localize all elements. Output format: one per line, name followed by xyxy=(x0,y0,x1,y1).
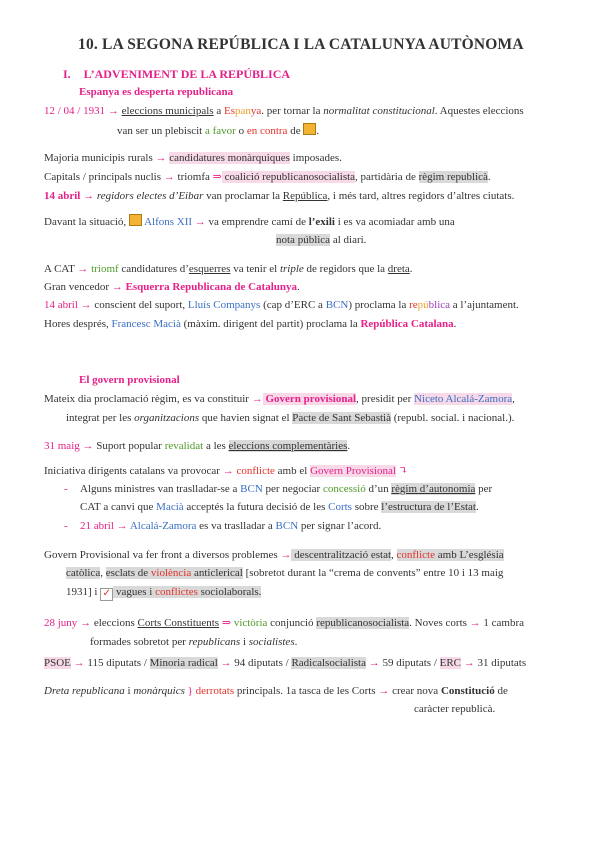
text: de regidors que la xyxy=(303,263,388,275)
line-vagues xyxy=(66,585,261,601)
text: . Aquestes eleccions xyxy=(434,105,524,117)
term: candidatures monàrquiques xyxy=(169,152,290,164)
section-title: L’ADVENIMENT DE LA REPÚBLICA xyxy=(83,67,291,81)
text: imposades. xyxy=(289,152,342,164)
implies: ⇒ xyxy=(219,617,234,629)
text: per xyxy=(475,483,493,495)
term: victòria xyxy=(233,617,268,629)
bullet-21-abril xyxy=(80,519,381,533)
arrow: → xyxy=(365,657,383,669)
line-municipal-elections xyxy=(44,104,524,118)
bullet-dash: - xyxy=(64,483,68,495)
text: Govern Provisional va fer front a diversos problemes xyxy=(44,549,281,561)
arrow: → xyxy=(77,617,94,629)
term: revalidat xyxy=(164,440,204,452)
text: que havien signat el xyxy=(199,412,293,424)
text: , i més tard, altres regidors d’altres ciutats. xyxy=(327,190,515,202)
term: anticlerical xyxy=(191,567,243,579)
implies: ⇒ xyxy=(212,171,222,183)
bullet-dash: - xyxy=(64,520,68,532)
text: a les xyxy=(203,440,229,452)
date: 12 / 04 / 1931 xyxy=(44,105,106,117)
term: l’exili xyxy=(308,216,335,228)
line-nota xyxy=(276,233,366,247)
arrow: → xyxy=(163,171,175,183)
text: a favor xyxy=(204,125,236,137)
bullet-ministres-cont xyxy=(80,500,479,514)
place: BCN xyxy=(240,483,263,495)
seats: 31 diputats xyxy=(477,657,527,669)
seats: 94 diputats xyxy=(234,657,283,669)
separator: / xyxy=(282,657,292,669)
line-diputats xyxy=(44,656,526,670)
text: . xyxy=(294,636,298,648)
text: Capitals / principals nuclis xyxy=(44,171,164,183)
brace: } xyxy=(184,685,196,697)
arrow: → xyxy=(461,657,478,669)
text: per signar l’acord. xyxy=(298,520,382,532)
arrow: → xyxy=(107,105,119,117)
text: de xyxy=(494,685,508,697)
text: re xyxy=(409,299,418,311)
text: de xyxy=(287,125,304,137)
arrow: → xyxy=(77,299,95,311)
term: republicanosocialista xyxy=(316,617,410,629)
term: Esquerra Republicana de Catalunya xyxy=(122,281,298,293)
text: . xyxy=(409,263,413,275)
text: van proclamar la xyxy=(203,190,283,202)
text: a l’ajuntament. xyxy=(450,299,519,311)
term: Dreta republicana xyxy=(44,685,125,697)
date: 21 abril xyxy=(80,520,114,532)
text: formades sobretot per xyxy=(90,636,189,648)
text: . per tornar la xyxy=(261,105,324,117)
term: triomf xyxy=(88,263,119,275)
text: a xyxy=(213,105,224,117)
text: [sobretot durant la “crema de convents” entre 10 i 13 maig xyxy=(242,567,504,579)
text: Iniciativa dirigents catalans va provocar xyxy=(44,465,223,477)
text: i xyxy=(240,636,249,648)
checkbox-icon: ✓ xyxy=(100,588,113,601)
line-formades xyxy=(90,635,297,649)
arrow: → xyxy=(222,465,234,477)
seats: 59 diputats xyxy=(382,657,432,669)
line-eibar xyxy=(44,189,514,203)
term: violència xyxy=(150,567,192,579)
text: i xyxy=(124,685,134,697)
term: catòlica xyxy=(66,567,101,579)
term: Govern Provisional xyxy=(310,465,396,477)
text: . xyxy=(475,501,479,513)
term: regidors electes d’Eibar xyxy=(96,190,204,202)
term: Constitució xyxy=(440,685,495,697)
text: , xyxy=(391,549,397,561)
text: A CAT xyxy=(44,263,78,275)
text: pú xyxy=(417,299,429,311)
text: Suport popular xyxy=(96,440,165,452)
term: vagues i xyxy=(113,586,156,598)
person: Francesc Macià xyxy=(111,318,181,330)
term: derrotats xyxy=(195,685,235,697)
text: . xyxy=(297,281,300,293)
line-iniciativa xyxy=(44,464,408,478)
crown-icon xyxy=(129,214,142,226)
term: eleccions complementàries xyxy=(228,440,348,452)
text: , partidària de xyxy=(355,171,419,183)
arrow: → xyxy=(113,520,130,532)
text: ya xyxy=(250,105,262,117)
text: Gran vencedor xyxy=(44,281,112,293)
section-number: I. xyxy=(63,67,71,81)
text: , xyxy=(100,567,106,579)
text: . xyxy=(347,440,351,452)
text: conscient del suport, xyxy=(94,299,188,311)
arrow: → xyxy=(251,393,263,405)
term: Corts xyxy=(328,501,352,513)
text: Mateix dia proclamació règim, es va constituir xyxy=(44,393,252,405)
arrow: → xyxy=(80,190,97,202)
text: Hores després, xyxy=(44,318,112,330)
person: Alcalá-Zamora xyxy=(129,520,197,532)
arrow: → xyxy=(217,657,235,669)
arrow: → xyxy=(192,216,209,228)
text: Alguns ministres van traslladar-se a xyxy=(80,483,241,495)
line-integrat xyxy=(66,411,514,425)
text: Es xyxy=(223,105,235,117)
line-dreta xyxy=(44,684,556,698)
text: Majoria municipis rurals xyxy=(44,152,156,164)
term: republicans xyxy=(188,636,241,648)
date: 14 abril xyxy=(44,299,78,311)
place: BCN xyxy=(325,299,349,311)
text: va tenir el xyxy=(230,263,280,275)
crown-icon xyxy=(303,123,316,135)
line-vencedor xyxy=(44,280,300,294)
arrow: → xyxy=(280,549,292,561)
term: sociolaborals. xyxy=(197,586,262,598)
text: . xyxy=(316,125,320,137)
term: Corts Constituents xyxy=(137,617,220,629)
person: Macià xyxy=(156,501,184,513)
text: en contra xyxy=(246,125,288,137)
section-heading xyxy=(63,67,290,82)
arrow: → xyxy=(155,152,167,164)
arrow: ↴ xyxy=(395,465,408,477)
text: conjunció xyxy=(267,617,317,629)
text: es va traslladar a xyxy=(196,520,276,532)
text: Davant la situació, xyxy=(44,216,129,228)
text: CAT a canvi que xyxy=(80,501,157,513)
line-caracter: caràcter republicà. xyxy=(414,703,496,715)
text: 1931] i xyxy=(66,586,101,598)
term: amb L’església xyxy=(435,549,504,561)
term: normalitat constitucional xyxy=(323,105,435,117)
term: nota pública xyxy=(276,234,331,246)
term: República Catalana xyxy=(360,318,454,330)
date: 14 abril xyxy=(44,190,81,202)
person: Niceto Alcalá-Zamora xyxy=(414,393,513,405)
text: acceptés la futura decisió de les xyxy=(183,501,329,513)
text: . xyxy=(487,171,491,183)
line-plebiscit xyxy=(117,123,319,138)
term: dreta xyxy=(387,263,410,275)
term: règim republicà xyxy=(418,171,488,183)
subheading-espanya: Espanya es desperta republicana xyxy=(79,86,234,98)
line-govern-provisional xyxy=(44,392,515,406)
text: sobre xyxy=(351,501,382,513)
text: al diari. xyxy=(330,234,367,246)
separator: / xyxy=(141,657,150,669)
term: monàrquics xyxy=(133,685,185,697)
term: socialistes xyxy=(248,636,295,648)
arrow: → xyxy=(111,281,123,293)
line-problemes xyxy=(44,548,556,562)
term: l’estructura de l’Estat xyxy=(381,501,476,513)
term: règim d’autonomia xyxy=(391,483,476,495)
text: integrat per les xyxy=(66,412,135,424)
person: Alfons XII xyxy=(141,216,193,228)
date: 31 maig xyxy=(44,440,80,452)
arrow: → xyxy=(77,263,89,275)
text: i es va acomiadar amb una xyxy=(334,216,455,228)
arrow: → xyxy=(70,657,88,669)
text: , xyxy=(512,393,515,405)
person: Lluís Companys xyxy=(187,299,261,311)
separator: / xyxy=(431,657,440,669)
line-capitals xyxy=(44,170,491,184)
text: (màxim. dirigent del partit) proclama la xyxy=(180,318,361,330)
place: BCN xyxy=(275,520,299,532)
text: amb el xyxy=(274,465,311,477)
term: Govern provisional xyxy=(262,393,357,405)
arrow: → xyxy=(79,440,97,452)
text: principals. 1a tasca de les Corts xyxy=(234,685,379,697)
text: . Noves corts xyxy=(409,617,470,629)
text: d’un xyxy=(365,483,392,495)
line-rural xyxy=(44,151,342,165)
text: , presidit per xyxy=(356,393,415,405)
line-31-maig xyxy=(44,439,350,453)
text: (republ. social. i nacional.). xyxy=(390,412,515,424)
text: van ser un plebiscit xyxy=(117,125,205,137)
term: esquerres xyxy=(188,263,231,275)
term: República xyxy=(282,190,328,202)
text: crear nova xyxy=(389,685,441,697)
term: concessió xyxy=(322,483,366,495)
party: PSOE xyxy=(44,657,71,669)
party: ERC xyxy=(439,657,462,669)
term: eleccions municipals xyxy=(121,105,214,117)
text: per negociar xyxy=(262,483,323,495)
subheading-govern: El govern provisional xyxy=(79,374,180,386)
party: Minoria radical xyxy=(149,657,218,669)
text: ) proclama la xyxy=(348,299,410,311)
term: esclats de xyxy=(105,567,151,579)
page-title: 10. LA SEGONA REPÚBLICA I LA CATALUNYA AUTÒNOMA xyxy=(78,36,524,53)
seats: 115 diputats xyxy=(87,657,142,669)
term: descentralització estat xyxy=(291,549,392,561)
text: . xyxy=(453,318,457,330)
line-catolica xyxy=(66,566,503,580)
text: blica xyxy=(428,299,451,311)
line-28-juny xyxy=(44,616,524,630)
text: triomfa xyxy=(174,171,213,183)
line-cat xyxy=(44,262,413,276)
line-companys xyxy=(44,298,519,312)
party: Radicalsocialista xyxy=(291,657,366,669)
date: 28 juny xyxy=(44,617,78,629)
arrow: → xyxy=(378,685,390,697)
text: candidatures d’ xyxy=(118,263,189,275)
arrow: → xyxy=(469,617,481,629)
text: eleccions xyxy=(93,617,138,629)
term: organitzacions xyxy=(134,412,200,424)
text: pan xyxy=(234,105,251,117)
text: o xyxy=(235,125,247,137)
term: Pacte de Sant Sebastià xyxy=(292,412,391,424)
text: (cap d’ERC a xyxy=(260,299,326,311)
text: va emprendre camí de xyxy=(208,216,309,228)
term: triple xyxy=(279,263,304,275)
text: 1 cambra xyxy=(480,617,525,629)
bullet-ministres xyxy=(80,482,556,496)
line-macia xyxy=(44,317,456,331)
line-alfons xyxy=(44,214,556,229)
term: conflicte xyxy=(396,549,435,561)
term: conflictes xyxy=(155,586,198,598)
term: conflicte xyxy=(233,465,275,477)
term: coalició republicanosocialista xyxy=(221,171,356,183)
